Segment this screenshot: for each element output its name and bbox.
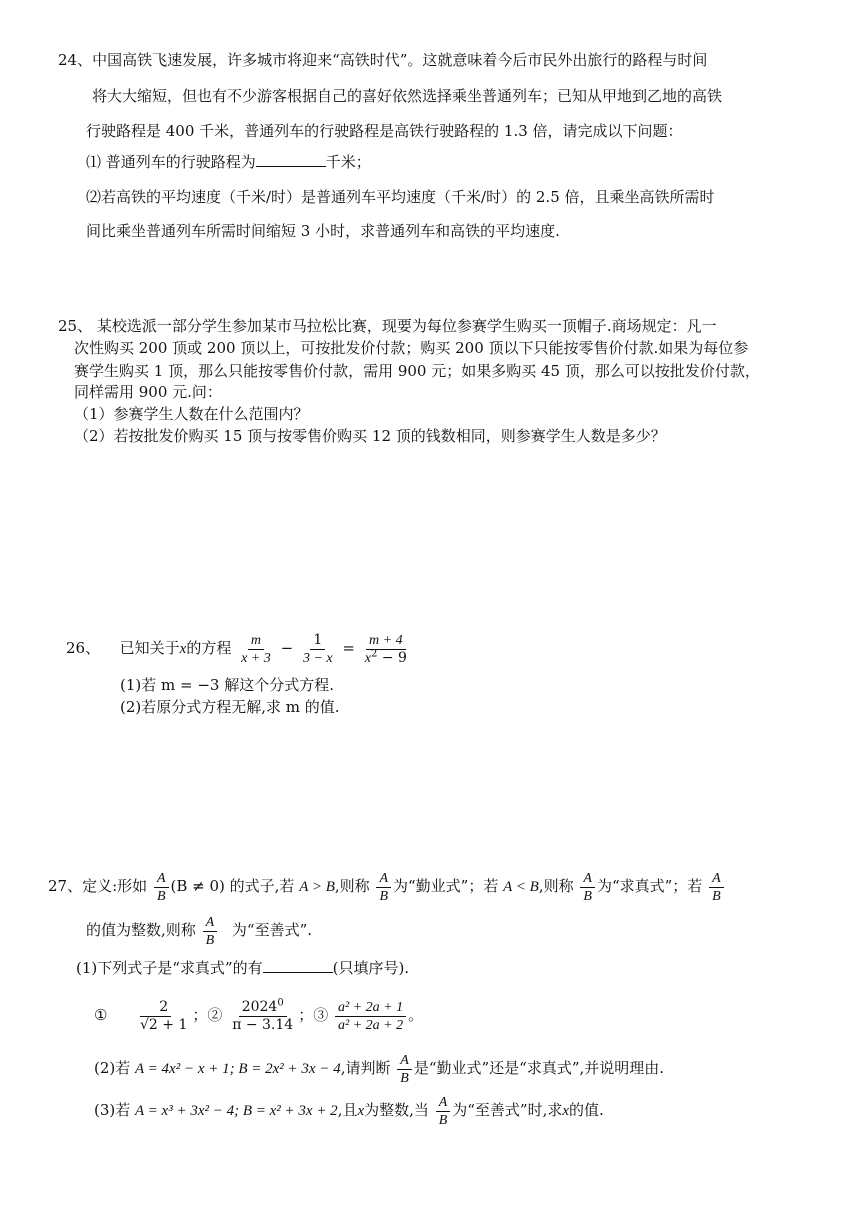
fraction-3-den-rest: − 9 <box>377 649 407 666</box>
option-separator: ；③ <box>298 1006 329 1024</box>
fraction-3-den-var: x <box>364 650 371 666</box>
q27-part3-text: ,且 <box>337 1101 358 1119</box>
q25-line2: 次性购买 200 顶或 200 顶以上，可按批发价付款；购买 200 顶以下只能按零售价付款.如果为每位参 <box>74 339 749 357</box>
q24-part1-unit: 千米； <box>325 153 371 171</box>
options-end: 。 <box>408 1006 424 1024</box>
q25-line3: 赛学生购买 1 顶，那么只能按零售价付款，需用 900 元；如果多购买 45 顶，那么可以按批发价付款， <box>74 362 760 380</box>
q27-part2-expression: A = 4x² − x + 1; B = 2x² + 3x − 4 <box>135 1061 341 1077</box>
option-1-den-rest: + 1 <box>157 1016 188 1033</box>
fraction-a-over-b <box>203 914 218 949</box>
q26-part2: (2)若原分式方程无解,求 m 的值. <box>120 698 340 716</box>
fraction-denominator: B <box>438 1112 448 1128</box>
q25-part2: （2）若按批发价购买 15 顶与按零售价购买 12 顶的钱数相同，则参赛学生人数是多少？ <box>74 427 666 445</box>
q27-part2 <box>94 1050 664 1087</box>
q26-stem <box>66 630 412 667</box>
option-1-marker: ① <box>94 1006 108 1024</box>
fraction-2-numerator: 1 <box>310 632 325 650</box>
q24-line2: 将大大缩短，但也有不少游客根据自己的喜好依然选择乘坐普通列车；已知从甲地到乙地的高铁 <box>92 87 723 105</box>
fraction-denominator: B <box>712 888 721 904</box>
fraction-numerator: A <box>436 1094 451 1112</box>
q24-part2-line1: ⑵若高铁的平均速度（千米/时）是普通列车平均速度（千米/时）的 2.5 倍，且乘坐高铁所需时 <box>86 188 715 206</box>
fraction-a-over-b <box>580 870 595 905</box>
q27-part2-text2: 是“勤业式”还是“求真式”,并说明理由. <box>413 1059 665 1077</box>
option-1-fraction <box>137 999 190 1034</box>
fraction-1-denominator: x + 3 <box>241 650 271 666</box>
option-1-denominator <box>137 1017 190 1034</box>
q27-text: 为“勤业式”；若 <box>393 877 499 895</box>
q24-line3: 行驶路程是 400 千米，普通列车的行驶路程是高铁行驶路程的 1.3 倍，请完成以下问题： <box>86 122 683 140</box>
q24-part1-text: ⑴ 普通列车的行驶路程为 <box>86 153 256 171</box>
fraction-denominator: B <box>156 888 166 904</box>
q27-number: 27、定义:形如 <box>48 877 148 895</box>
fraction-a-over-b <box>436 1094 451 1129</box>
minus-sign: − <box>280 639 294 657</box>
q25-line4: 同样需用 900 元.问： <box>74 383 222 401</box>
option-separator: ；② <box>192 1006 223 1024</box>
q27-part2-text: ,请判断 <box>340 1059 391 1077</box>
fraction-1-numerator: m <box>248 632 264 650</box>
q27-line1 <box>48 868 726 905</box>
q26-stem-text: 已知关于 <box>119 639 180 657</box>
fraction-numerator: A <box>397 1052 412 1070</box>
q27-part1-text: (1)下列式子是“求真式”的有 <box>76 959 263 977</box>
option-3-denominator: a² + 2a + 2 <box>338 1017 404 1033</box>
option-2-num-exponent: 0 <box>277 996 284 1008</box>
fraction-a-over-b <box>709 870 724 905</box>
q27-text: ,则称 <box>334 877 370 895</box>
fraction-numerator: A <box>580 870 595 888</box>
q27-text: 的值为整数,则称 <box>86 921 196 939</box>
fraction-numerator: A <box>154 870 169 888</box>
q27-part1 <box>76 958 409 978</box>
fraction-2 <box>300 632 336 667</box>
option-2-denominator: π − 3.14 <box>232 1016 294 1033</box>
q27-part3-text4: 的值. <box>569 1101 604 1119</box>
fraction-a-over-b <box>397 1052 412 1087</box>
q27-part3-text2: 为整数,当 <box>364 1101 429 1119</box>
variable-x: x <box>179 641 187 657</box>
option-1-numerator: 2 <box>156 999 171 1017</box>
fraction-denominator: B <box>205 932 215 948</box>
fraction-3-numerator: m + 4 <box>366 632 406 650</box>
fraction-numerator: A <box>376 870 391 888</box>
fraction-denominator: B <box>583 888 592 904</box>
q26-stem-text2: 的方程 <box>186 639 232 657</box>
fraction-1 <box>238 632 274 667</box>
q26-part1: (1)若 m = −3 解这个分式方程. <box>120 676 334 694</box>
fraction-a-over-b <box>376 870 391 905</box>
fraction-denominator: B <box>379 888 389 904</box>
option-3-numerator: a² + 2a + 1 <box>335 999 406 1017</box>
q27-text: ,则称 <box>538 877 574 895</box>
q27-part3-label: (3)若 <box>94 1101 131 1119</box>
fraction-2-denominator: 3 − x <box>302 650 333 666</box>
q24-part1 <box>86 152 371 172</box>
answer-blank <box>263 958 333 973</box>
q24-line1: 24、中国高铁飞速发展，许多城市将迎来“高铁时代”。这就意味着今后市民外出旅行的路程与时间 <box>58 51 708 69</box>
q27-part3 <box>94 1092 604 1129</box>
q27-line2 <box>86 912 312 949</box>
q25-line1: 25、 某校选派一部分学生参加某市马拉松比赛，现要为每位参赛学生购买一顶帽子.商场规定：凡一 <box>58 317 717 335</box>
q25-part1: （1）参赛学生人数在什么范围内？ <box>74 405 309 423</box>
answer-blank <box>256 152 326 167</box>
fraction-numerator: A <box>709 870 724 888</box>
q27-part3-expression: A = x³ + 3x² − 4; B = x² + 3x + 2 <box>135 1103 338 1119</box>
fraction-3 <box>362 632 410 667</box>
fraction-numerator: A <box>203 914 218 932</box>
q27-condition: (B ≠ 0) 的式子,若 <box>170 877 295 895</box>
variable-x: x <box>562 1103 570 1119</box>
variable-x: x <box>357 1103 365 1119</box>
inequality-1: A > B <box>299 879 335 895</box>
fraction-a-over-b <box>154 870 169 905</box>
q24-part2-line2: 间比乘坐普通列车所需时间缩短 3 小时，求普通列车和高铁的平均速度. <box>86 222 560 240</box>
equals-sign: = <box>342 639 355 657</box>
q27-options <box>94 995 423 1035</box>
inequality-2: A < B <box>503 879 539 895</box>
option-3-fraction <box>335 999 406 1034</box>
q27-part2-label: (2)若 <box>94 1059 131 1077</box>
fraction-3-denominator <box>362 647 410 667</box>
q27-text: 为“至善式”. <box>231 921 313 939</box>
q27-part3-text3: 为“至善式”时,求 <box>452 1101 563 1119</box>
option-2-fraction <box>229 996 296 1034</box>
q26-number: 26、 <box>66 639 101 657</box>
option-2-numerator <box>239 996 287 1017</box>
q27-part1-suffix: (只填序号). <box>332 959 410 977</box>
fraction-denominator: B <box>400 1070 409 1086</box>
q27-text: 为“求真式”；若 <box>596 877 703 895</box>
fraction-3-den-exponent: 2 <box>370 647 378 659</box>
option-2-num-base: 2024 <box>241 998 278 1015</box>
sqrt-2: √2 <box>140 1016 158 1033</box>
